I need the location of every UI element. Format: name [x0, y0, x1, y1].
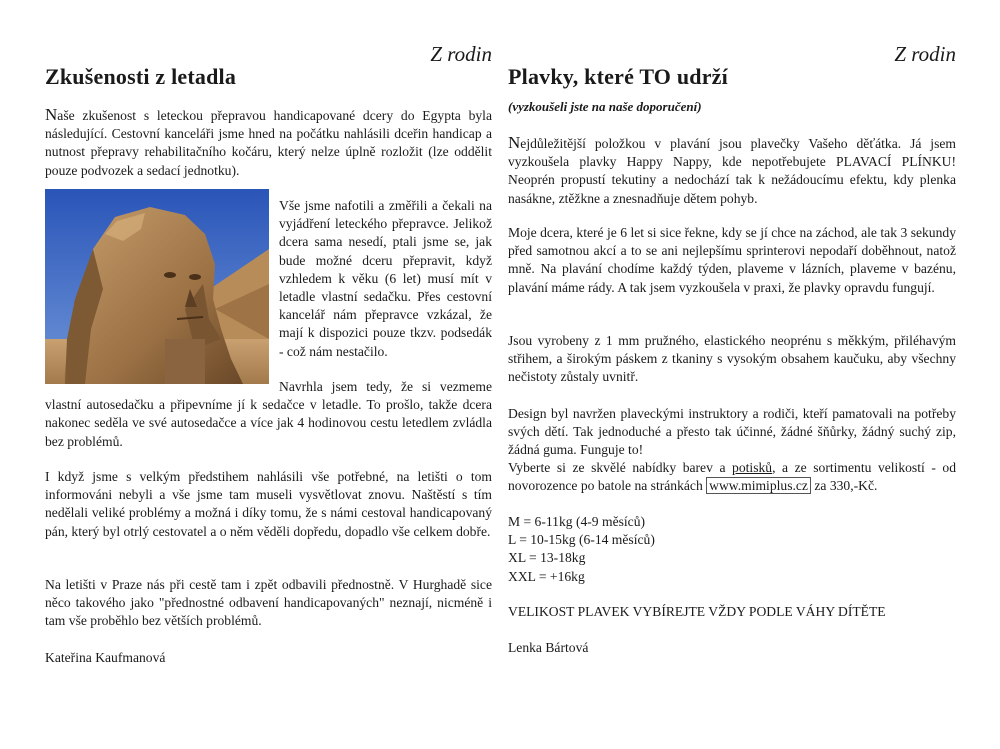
paragraph: Navrhla jsem tedy, že si vezmeme vlastní autosedačku a připevníme jí k sedačce v letadle. To prošlo, takže dcera nakonec seděla ve své autosedačce a více jak 4 hodinovou cestu letedlem zvládla bez problémů.: [45, 379, 492, 449]
paragraph: Na letišti v Praze nás při cestě tam i zpět odbavili přednostně. V Hurghadě sice něco takového jako "přednostné odbavení handicapovaných" neznají, nicméně i tam vše proběhlo bez větších problémů.: [45, 577, 492, 629]
paragraph-text: , a ze sortimentu velikostí - od novorozence po batole na stránkách: [508, 460, 956, 494]
website-link[interactable]: www.mimiplus.cz: [706, 477, 811, 494]
drop-letter: N: [45, 105, 58, 124]
section-label: Z rodin: [430, 42, 492, 66]
article-title: Zkušenosti z letadla: [45, 64, 237, 89]
paragraph-text: za 330,-Kč.: [810, 478, 878, 494]
paragraph: Moje dcera, které je 6 let si sice řekne, kdy se jí chce na záchod, ale tak 3 sekundy před samotnou akcí a to se ani nejlepšímu sprinterovi nepodaří doběhnout, natož mně. Na plavání chodíme každý týden, plaveme v lázních, plaveme v bazénu, plavání máme rády. A tak jsem vyzkoušela v praxi, že plavky opravdu fungují.: [508, 225, 956, 295]
paragraph-text: ejdůležitější položkou v plavání jsou plavečky Vašeho děťátka. Já jsem vyzkoušela plavky Happy Nappy, kde nepotřebujete PLAVACÍ PLÍNKU! Neoprén propustí tekutiny a nedochází tak k nežádoucímu efektu, kdy plenka nasákne, ztěžkne a znesnadňuje dětem pohyb.: [508, 136, 956, 206]
size-list: [508, 513, 655, 586]
intro-paragraph: [45, 106, 492, 180]
float-paragraph: Vše jsme nafotili a změřili a čekali na vyjádření leteckého přepravce. Jelikož dcera sama nesedí, ptali jsme se, jak bude možné dceru přepravit, když vzhledem k věku (6 let) musí mít v letadle vlastní sedačku. Přes cestovní kancelář nám přepravce vzkázal, že mají k dispozici pouze tkzv. podsedák - což nám nestačilo.: [279, 198, 492, 359]
notice: VELIKOST PLAVEK VYBÍREJTE VŽDY PODLE VÁHY DÍTĚTE: [508, 604, 886, 619]
paragraph: I když jsme s velkým předstihem nahlásili vše potřebné, na letišti o tom informováni nebyli a vše jsme tam museli vysvětlovat znovu. Naštěstí s tím nedělali veliké problémy a možná i díky tomu, že s námi cestoval handicapovaný pán, který byl otrlý cestovatel a o něm věděli dopředu, dopadlo vše celkem dobře.: [45, 469, 492, 539]
paragraph-text: potisků: [732, 460, 773, 475]
paragraph: [508, 134, 956, 208]
right-article: [508, 0, 956, 749]
paragraph: Design byl navržen plaveckými instruktory a rodiči, kteří pamatovali na potřeby svých dětí. Tak jednoduché a přesto tak účinné, žádné šňůrky, žádný suchý zip, žádná guma. Funguje to!: [508, 406, 956, 458]
size-item: XXL = +16kg: [508, 568, 585, 584]
intro-text: aše zkušenost s leteckou přepravou handicapované dcery do Egypta byla následující. Cestovní kanceláři jsme hned na počátku nahlásili dceřin handicap a nutnost přepravy rehabilitačního kočáru, který nelze úplně rozložit (lze oddělit pouze podvozek a sedací jednotku).: [45, 108, 492, 178]
section-label: Z rodin: [894, 42, 956, 66]
size-item: M = 6-11kg (4-9 měsíců): [508, 514, 646, 529]
paragraph: Jsou vyrobeny z 1 mm pružného, elastického neoprénu s měkkým, přiléhavým střihem, a širokým páskem z tkaniny s vysokým obsahem kaučuku, aby všechny nečistoty zůstaly uvnitř.: [508, 333, 956, 385]
article-title: Plavky, které TO udrží: [508, 64, 728, 89]
sphinx-photo: [45, 189, 269, 384]
article-subtitle: (vyzkoušeli jste na naše doporučení): [508, 99, 702, 114]
drop-letter: N: [508, 133, 521, 152]
size-item: L = 10-15kg (6-14 měsíců): [508, 532, 655, 548]
left-article: [45, 0, 492, 749]
author: Kateřina Kaufmanová: [45, 650, 166, 665]
paragraph-text: Vyberte si ze skvělé nabídky barev a: [508, 460, 733, 475]
author: Lenka Bártová: [508, 640, 589, 655]
size-item: XL = 13-18kg: [508, 550, 586, 566]
paragraph: [508, 459, 956, 495]
